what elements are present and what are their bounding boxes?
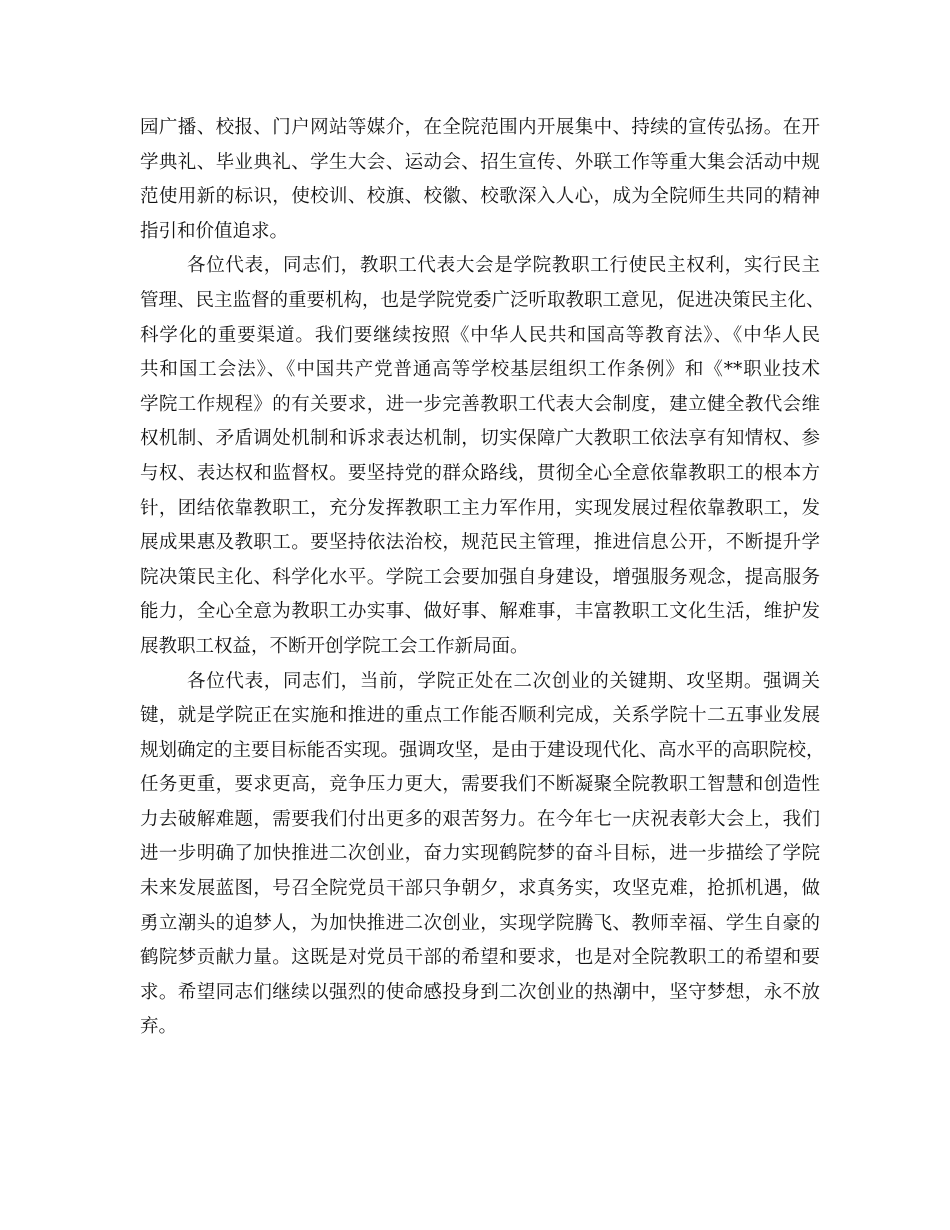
text-line: 任务更重，要求更高，竞争压力更大，需要我们不断凝聚全院教职工智慧和创造性 (140, 774, 820, 796)
text-line: 展成果惠及教职工。要坚持依法治校，规范民主管理，推进信息公开，不断提升学 (140, 532, 820, 554)
text-line: 键，就是学院正在实施和推进的重点工作能否顺利完成，关系学院十二五事业发展 (140, 705, 820, 727)
text-line: 力去破解难题，需要我们付出更多的艰苦努力。在今年七一庆祝表彰大会上，我们 (140, 808, 820, 830)
text-line: 共和国工会法》、《中国共产党普通高等学校基层组织工作条例》和《**职业技术 (140, 359, 820, 381)
text-line: 展教职工权益，不断开创学院工会工作新局面。 (140, 635, 529, 657)
text-line: 能力，全心全意为教职工办实事、做好事、解难事，丰富教职工文化生活，维护发 (140, 601, 820, 623)
text-line: 权机制、矛盾调处机制和诉求表达机制，切实保障广大教职工依法享有知情权、参 (140, 428, 820, 450)
text-line: 指引和价值追求。 (140, 220, 289, 242)
text-line: 进一步明确了加快推进二次创业，奋力实现鹤院梦的奋斗目标，进一步描绘了学院 (140, 843, 820, 865)
text-line: 科学化的重要渠道。我们要继续按照《中华人民共和国高等教育法》、《中华人民 (140, 324, 820, 346)
text-line: 弃。 (140, 1016, 178, 1038)
text-line: 学院工作规程》的有关要求，进一步完善教职工代表大会制度，建立健全教代会维 (140, 393, 820, 415)
text-line: 针，团结依靠教职工，充分发挥教职工主力军作用，实现发展过程依靠教职工，发 (140, 497, 820, 519)
text-line: 管理、民主监督的重要机构，也是学院党委广泛听取教职工意见，促进决策民主化、 (140, 289, 825, 311)
text-line: 学典礼、毕业典礼、学生大会、运动会、招生宣传、外联工作等重大集会活动中规 (140, 151, 820, 173)
text-line: 各位代表，同志们，当前，学院正处在二次创业的关键期、攻坚期。强调关 (187, 670, 820, 692)
text-line: 范使用新的标识，使校训、校旗、校徽、校歌深入人心，成为全院师生共同的精神 (140, 186, 820, 208)
text-line: 院决策民主化、科学化水平。学院工会要加强自身建设，增强服务观念，提高服务 (140, 566, 820, 588)
text-line: 求。希望同志们继续以强烈的使命感投身到二次创业的热潮中，坚守梦想，永不放 (140, 981, 820, 1003)
text-line: 园广播、校报、门户网站等媒介，在全院范围内开展集中、持续的宣传弘扬。在开 (140, 117, 820, 138)
text-line: 鹤院梦贡献力量。这既是对党员干部的希望和要求，也是对全院教职工的希望和要 (140, 947, 820, 969)
text-line: 规划确定的主要目标能否实现。强调攻坚，是由于建设现代化、高水平的高职院校， (140, 739, 825, 761)
text-line: 各位代表，同志们，教职工代表大会是学院教职工行使民主权利，实行民主 (187, 255, 820, 277)
text-line: 与权、表达权和监督权。要坚持党的群众路线，贯彻全心全意依靠教职工的根本方 (140, 462, 820, 484)
text-line: 未来发展蓝图，号召全院党员干部只争朝夕，求真务实，攻坚克难，抢抓机遇，做 (140, 878, 820, 900)
document-body (140, 111, 825, 1045)
text-line: 勇立潮头的追梦人，为加快推进二次创业，实现学院腾飞、教师幸福、学生自豪的 (140, 912, 820, 934)
